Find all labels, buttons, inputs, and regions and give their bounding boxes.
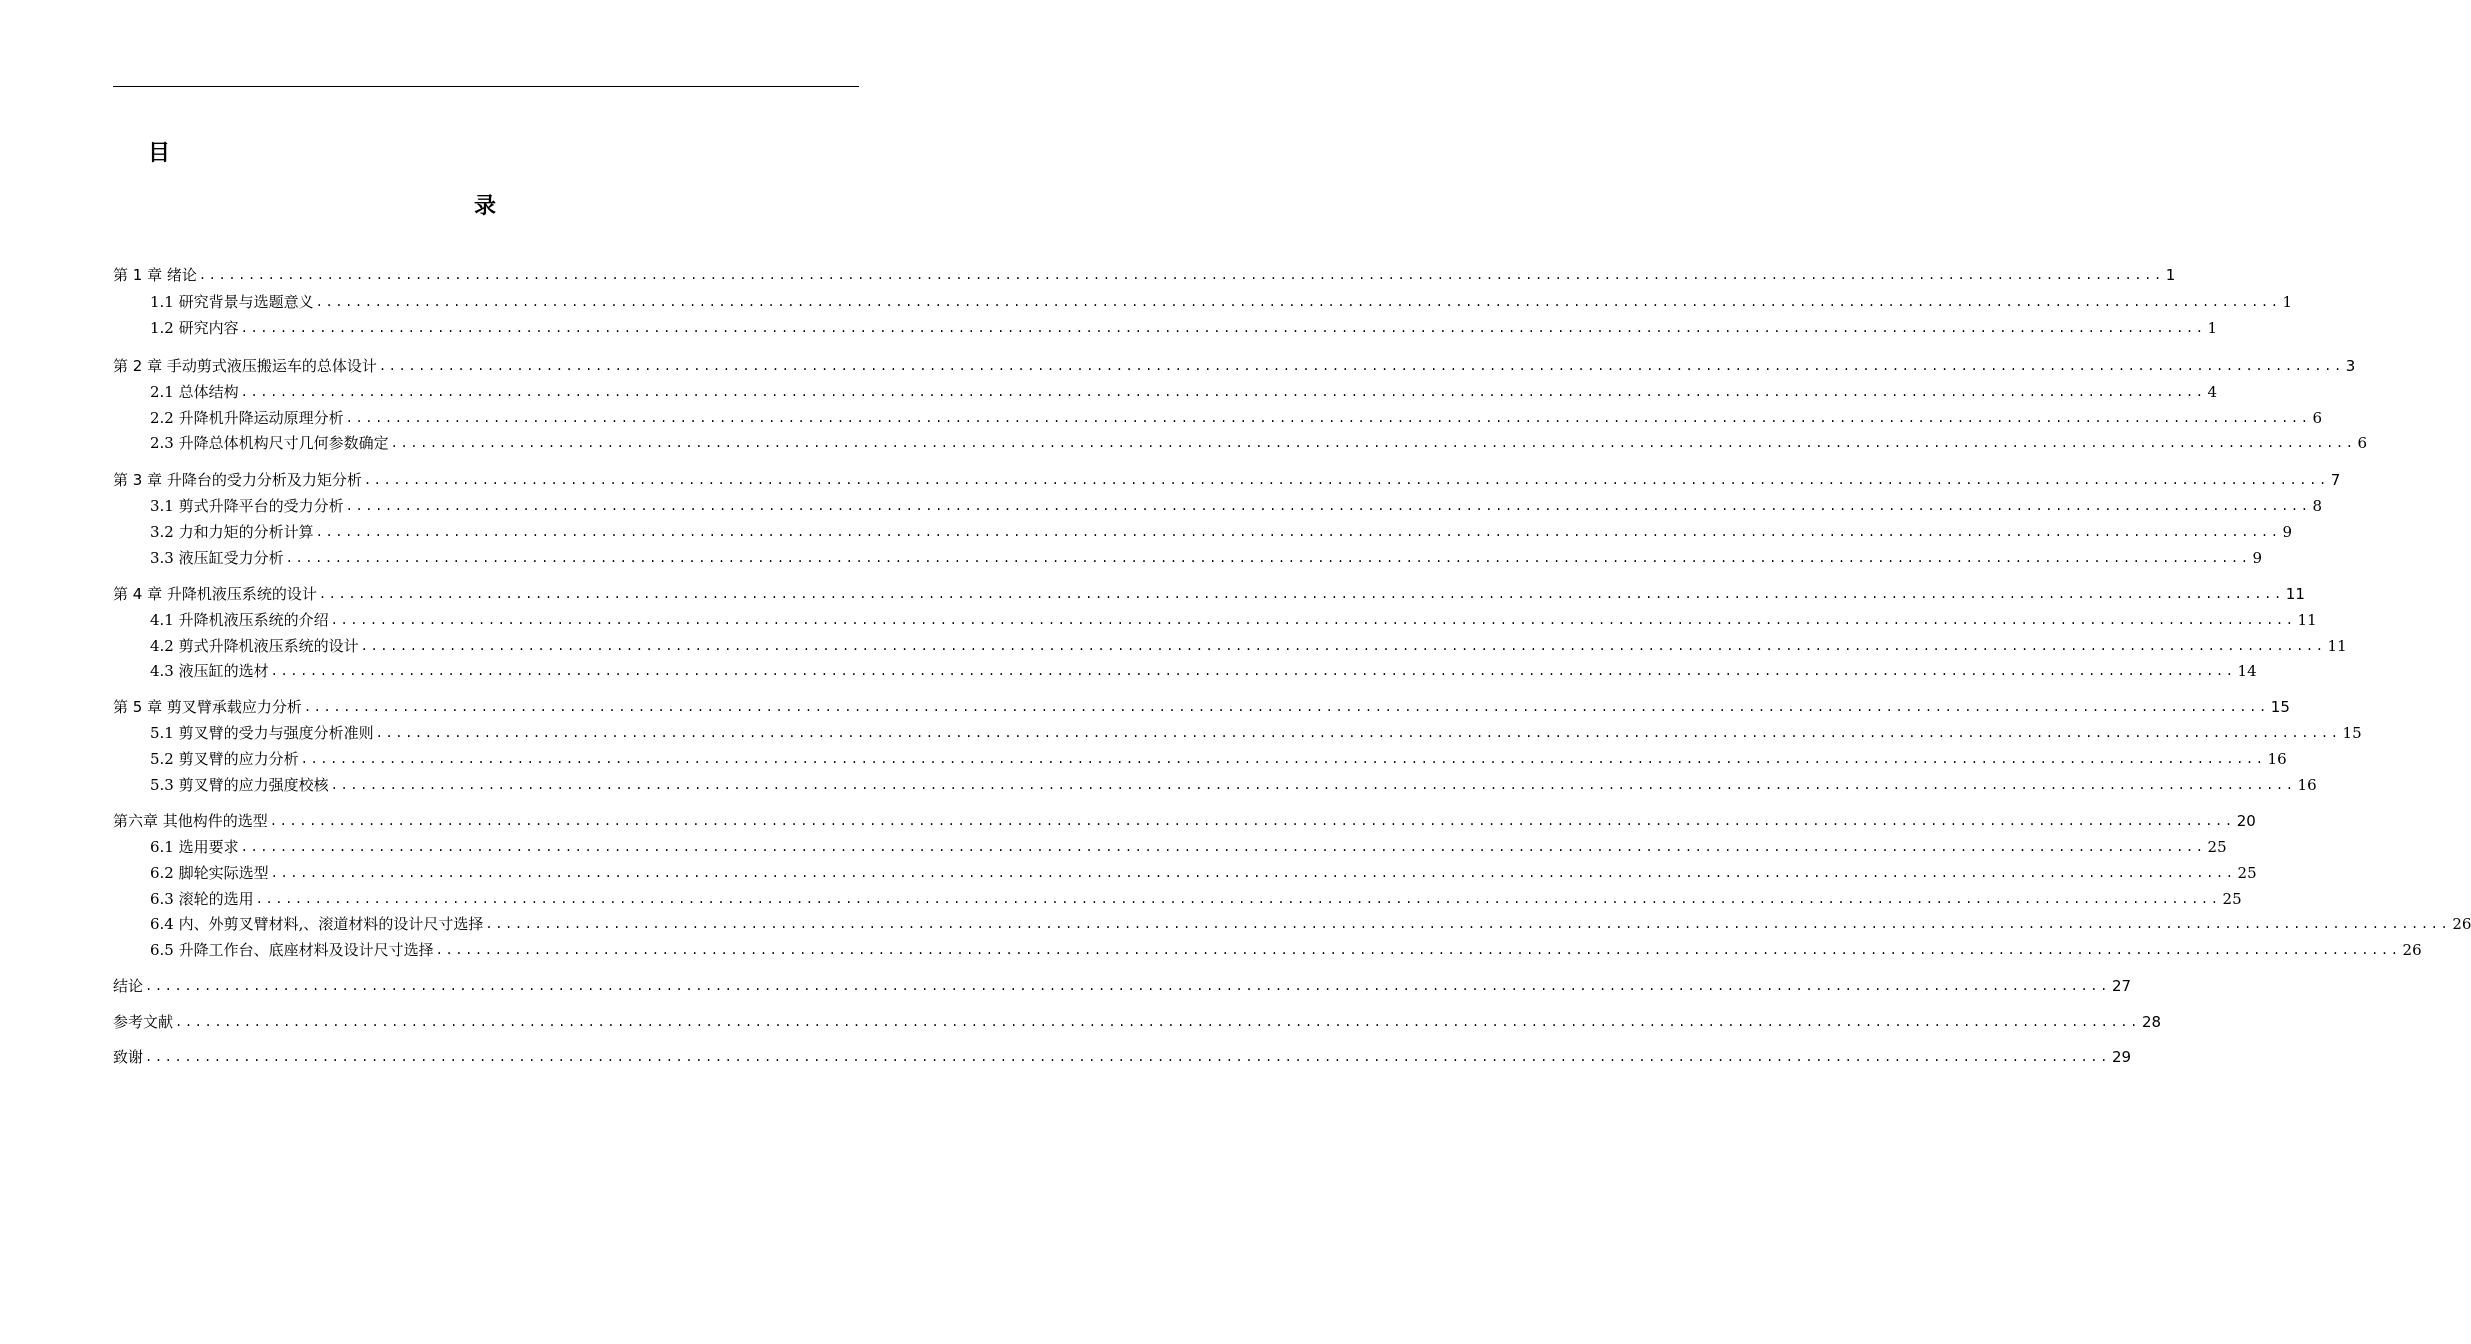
toc-leader-dots: ........................................................................................................................................................................................................ (303, 700, 2269, 714)
toc-leader-dots: ........................................................................................................................................................................................................ (240, 385, 2206, 399)
toc-entry-title: 第 5 章 剪叉臂承载应力分析 (113, 698, 302, 716)
toc-page-number: 6 (2312, 409, 2323, 427)
toc-section-entry[interactable] (150, 861, 2257, 883)
toc-page-number: 29 (2111, 1048, 2132, 1066)
toc-page-number: 16 (2297, 776, 2317, 794)
toc-leader-dots: ........................................................................................................................................................................................................ (198, 268, 2164, 282)
toc-entry-title: 2.2 升降机升降运动原理分析 (150, 409, 344, 427)
toc-entry-title: 6.4 内、外剪叉臂材料,、滚道材料的设计尺寸选择 (150, 915, 484, 933)
toc-title-char-2: 录 (474, 194, 497, 219)
toc-section-entry[interactable] (150, 316, 2218, 338)
toc-section-entry[interactable] (150, 520, 2293, 542)
toc-leader-dots: ........................................................................................................................................................................................................ (145, 1050, 2110, 1064)
toc-section-entry[interactable] (150, 835, 2227, 857)
toc-leader-dots: ........................................................................................................................................................................................................ (270, 866, 2236, 880)
toc-leader-dots: ........................................................................................................................................................................................................ (345, 411, 2311, 425)
toc-chapter-entry[interactable] (113, 809, 2256, 831)
toc-page-number: 20 (2236, 812, 2256, 830)
toc-page-number: 25 (2222, 890, 2242, 908)
toc-entry-title: 6.5 升降工作台、底座材料及设计尺寸选择 (150, 941, 434, 959)
toc-page-number: 9 (2282, 523, 2293, 541)
toc-entry-title: 第六章 其他构件的选型 (113, 812, 268, 830)
toc-chapter-entry[interactable] (113, 1010, 2162, 1032)
toc-page-number: 1 (2207, 319, 2218, 337)
toc-entry-title: 3.3 液压缸受力分析 (150, 549, 284, 567)
toc-leader-dots: ........................................................................................................................................................................................................ (240, 321, 2206, 335)
toc-entry-title: 4.1 升降机液压系统的介绍 (150, 611, 329, 629)
toc-leader-dots: ........................................................................................................................................................................................................ (285, 551, 2251, 565)
toc-leader-dots: ........................................................................................................................................................................................................ (363, 473, 2329, 487)
toc-page-number: 25 (2207, 838, 2227, 856)
toc-leader-dots: ........................................................................................................................................................................................................ (240, 840, 2206, 854)
toc-page-number: 6 (2357, 434, 2368, 452)
toc-entry-title: 第 3 章 升降台的受力分析及力矩分析 (113, 471, 362, 489)
toc-page-number: 16 (2267, 750, 2287, 768)
toc-section-entry[interactable] (150, 938, 2422, 960)
toc-section-entry[interactable] (150, 912, 2471, 934)
toc-section-entry[interactable] (150, 659, 2257, 681)
toc-entry-title: 2.3 升降总体机构尺寸几何参数确定 (150, 434, 389, 452)
toc-leader-dots: ........................................................................................................................................................................................................ (315, 525, 2281, 539)
toc-entry-title: 2.1 总体结构 (150, 383, 239, 401)
toc-page-number: 26 (2402, 941, 2422, 959)
toc-leader-dots: ........................................................................................................................................................................................................ (330, 613, 2296, 627)
toc-section-entry[interactable] (150, 887, 2242, 909)
toc-leader-dots: ........................................................................................................................................................................................................ (270, 664, 2236, 678)
toc-leader-dots: ........................................................................................................................................................................................................ (345, 499, 2311, 513)
toc-page-number: 15 (2270, 698, 2290, 716)
toc-page-number: 1 (2282, 293, 2293, 311)
toc-page-number: 15 (2342, 724, 2362, 742)
toc-section-entry[interactable] (150, 634, 2347, 656)
toc-chapter-entry[interactable] (113, 1045, 2132, 1067)
toc-chapter-entry[interactable] (113, 354, 2356, 376)
toc-chapter-entry[interactable] (113, 974, 2132, 996)
toc-leader-dots: ........................................................................................................................................................................................................ (330, 778, 2296, 792)
toc-entry-title: 3.2 力和力矩的分析计算 (150, 523, 314, 541)
toc-leader-dots: ........................................................................................................................................................................................................ (145, 979, 2110, 993)
toc-section-entry[interactable] (150, 546, 2263, 568)
toc-entry-title: 参考文献 (113, 1013, 174, 1031)
toc-entry-title: 第 1 章 绪论 (113, 266, 197, 284)
header-rule (113, 86, 859, 87)
toc-chapter-entry[interactable] (113, 468, 2341, 490)
toc-section-entry[interactable] (150, 380, 2218, 402)
toc-page-number: 28 (2141, 1013, 2162, 1031)
toc-page-number: 25 (2237, 864, 2257, 882)
toc-leader-dots: ........................................................................................................................................................................................................ (318, 587, 2284, 601)
toc-page-number: 3 (2345, 357, 2356, 375)
toc-leader-dots: ........................................................................................................................................................................................................ (375, 726, 2341, 740)
toc-entry-title: 4.2 剪式升降机液压系统的设计 (150, 637, 359, 655)
toc-page-number: 7 (2330, 471, 2341, 489)
toc-page-number: 11 (2285, 585, 2305, 603)
toc-entry-title: 5.2 剪叉臂的应力分析 (150, 750, 299, 768)
toc-page-number: 4 (2207, 383, 2218, 401)
toc-section-entry[interactable] (150, 406, 2323, 428)
toc-entry-title: 4.3 液压缸的选材 (150, 662, 269, 680)
toc-leader-dots: ........................................................................................................................................................................................................ (315, 295, 2281, 309)
toc-entry-title: 致谢 (113, 1048, 144, 1066)
toc-leader-dots: ........................................................................................................................................................................................................ (435, 943, 2401, 957)
toc-leader-dots: ........................................................................................................................................................................................................ (175, 1015, 2140, 1029)
toc-title-char-1: 目 (148, 141, 171, 166)
toc-entry-title: 第 4 章 升降机液压系统的设计 (113, 585, 317, 603)
toc-leader-dots: ........................................................................................................................................................................................................ (255, 892, 2221, 906)
toc-entry-title: 结论 (113, 977, 144, 995)
toc-entry-title: 第 2 章 手动剪式液压搬运车的总体设计 (113, 357, 377, 375)
toc-leader-dots: ........................................................................................................................................................................................................ (269, 814, 2235, 828)
toc-entry-title: 1.2 研究内容 (150, 319, 239, 337)
toc-leader-dots: ........................................................................................................................................................................................................ (390, 436, 2356, 450)
toc-page-number: 11 (2297, 611, 2317, 629)
toc-chapter-entry[interactable] (113, 263, 2176, 285)
toc-leader-dots: ........................................................................................................................................................................................................ (378, 359, 2344, 373)
toc-entry-title: 6.1 选用要求 (150, 838, 239, 856)
toc-entry-title: 1.1 研究背景与选题意义 (150, 293, 314, 311)
toc-page-number: 11 (2327, 637, 2347, 655)
toc-section-entry[interactable] (150, 747, 2287, 769)
toc-section-entry[interactable] (150, 431, 2368, 453)
toc-leader-dots: ........................................................................................................................................................................................................ (300, 752, 2266, 766)
toc-entry-title: 5.1 剪叉臂的受力与强度分析准则 (150, 724, 374, 742)
toc-chapter-entry[interactable] (113, 695, 2290, 717)
toc-entry-title: 3.1 剪式升降平台的受力分析 (150, 497, 344, 515)
toc-page-number: 1 (2165, 266, 2176, 284)
toc-page-number: 26 (2452, 915, 2471, 933)
toc-entry-title: 5.3 剪叉臂的应力强度校核 (150, 776, 329, 794)
toc-page-number: 27 (2111, 977, 2132, 995)
toc-leader-dots: ........................................................................................................................................................................................................ (360, 639, 2326, 653)
toc-entry-title: 6.2 脚轮实际选型 (150, 864, 269, 882)
toc-section-entry[interactable] (150, 721, 2362, 743)
toc-entry-title: 6.3 滚轮的选用 (150, 890, 254, 908)
toc-section-entry[interactable] (150, 290, 2293, 312)
toc-section-entry[interactable] (150, 773, 2317, 795)
toc-page-number: 9 (2252, 549, 2263, 567)
toc-chapter-entry[interactable] (113, 582, 2305, 604)
toc-page-number: 8 (2312, 497, 2323, 515)
toc-section-entry[interactable] (150, 608, 2317, 630)
toc-leader-dots: ........................................................................................................................................................................................................ (485, 917, 2451, 931)
toc-page-number: 14 (2237, 662, 2257, 680)
toc-section-entry[interactable] (150, 494, 2323, 516)
